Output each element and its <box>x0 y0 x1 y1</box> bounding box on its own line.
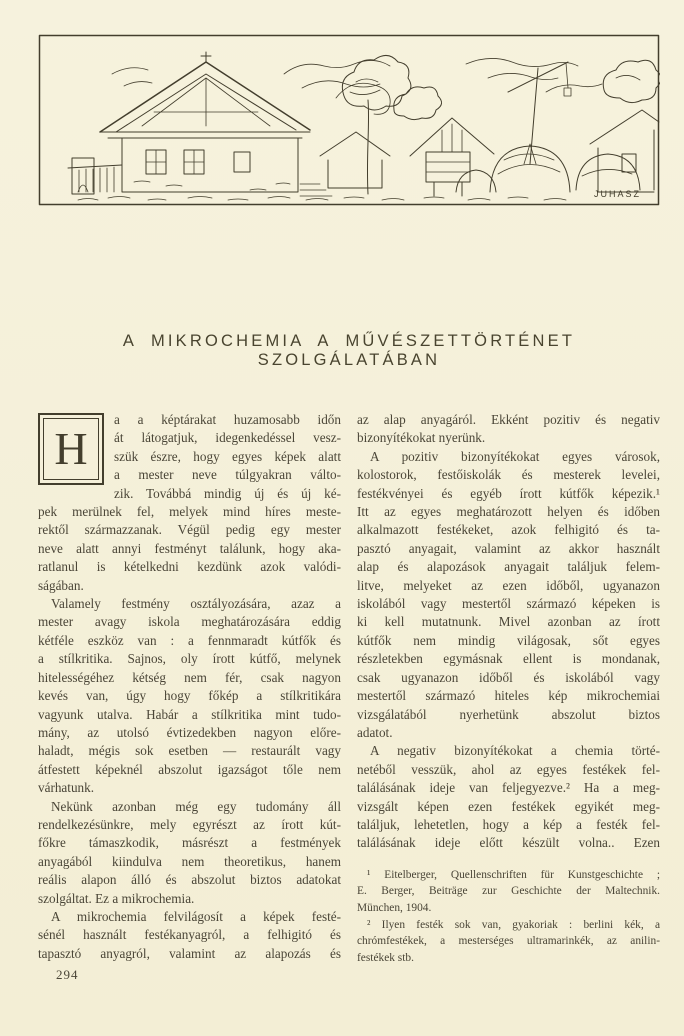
text-line: zik. Továbbá mindig új és új ké- <box>114 485 341 501</box>
page-number: 294 <box>56 967 79 983</box>
paragraph <box>38 908 341 963</box>
text-line: Valamely festmény osztályozására, azaz a <box>51 596 341 612</box>
text-line: az alap anyagáról. Ekként pozitiv és negativ <box>357 412 660 427</box>
column-left <box>38 411 341 985</box>
text-line: találjuk, lehetetlen, hogy a kép a festék fel- <box>357 816 660 832</box>
ground-strokes <box>78 181 566 200</box>
text-line: mestertől származó hiteles kép mikrochemiai <box>357 688 660 704</box>
text-line: netéből vesszük, ahol az egyes festékek fel- <box>357 761 660 777</box>
village-illustration <box>38 34 660 206</box>
text-line: Itt az egyes meghatározott helyen és időben <box>357 504 660 520</box>
text-line: szolgáltat. Ez a mikrochemia. <box>38 890 195 906</box>
text-line: rendelkezésünkre, mely egyrészt az írott kút- <box>38 816 341 832</box>
text-line: főkre támaszkodik, másrészt a festmények <box>38 835 341 851</box>
text-line: ratlanul is kételkedni kezdünk azok valódi- <box>38 559 341 575</box>
paragraph <box>38 411 341 595</box>
text-line: kolostorok, festőiskolák és mesterek levelei, <box>357 467 660 483</box>
text-line: ki kell mutatnunk. Mivel azonban az írott <box>357 614 660 630</box>
text-line: vizsgálatából nyerhetünk abszolut biztos <box>357 706 660 722</box>
footnote <box>357 917 660 967</box>
text-line: festékvényei és egyéb írott kútfők képezik.¹ <box>357 485 660 501</box>
center-trees <box>342 55 441 194</box>
paragraph <box>38 798 341 908</box>
text-line: vagyunk utalva. Habár a stílkritika mint tudo- <box>38 706 341 722</box>
illustration-frame <box>40 36 659 205</box>
footnotes <box>357 867 660 967</box>
text-line: alap és alapozások anyagait találjuk felem- <box>357 559 660 575</box>
text-line: a mester neve túlgyakran válto- <box>114 467 341 483</box>
text-line: E. Berger, Beiträge zur Geschichte der Maltechnik. <box>357 885 660 898</box>
text-line: várhatunk. <box>38 780 95 796</box>
text-line: ságában. <box>38 577 84 593</box>
footnote <box>357 867 660 917</box>
text-line: találásának ideje előtt készült volna.. Ezen <box>357 835 660 851</box>
paragraph <box>38 595 341 797</box>
text-line: találásának ideje van feljegyezve.² Ha a meg- <box>357 780 660 796</box>
text-line: chrómfestékek, a mesterséges ultramarinkék, az anilin- <box>357 935 660 948</box>
drop-cap-inner-frame <box>43 418 99 480</box>
article-title: A MIKROCHEMIA A MŰVÉSZETTÖRTÉNET SZOLGÁLATÁBAN <box>122 332 576 369</box>
text-line: pek merülnek fel, melyek mind híres meste- <box>38 504 341 520</box>
text-line: ² Ilyen festék sok van, gyakoriak : berlini kék, a <box>367 918 660 931</box>
text-line: A negativ bizonyítékokat a chemia törté- <box>370 743 660 759</box>
text-line: sénél használt festékanyagról, a felhigitó és <box>38 927 341 943</box>
text-line: pasztó anyagait, valamint az akkor használt <box>357 540 660 556</box>
text-line: mány, az utolsó évtizedekben nagyon előre- <box>38 724 341 740</box>
text-line: átfestett képeknél abszolut igazságot tőle nem <box>38 761 341 777</box>
artist-signature: JUHASZ <box>594 189 642 199</box>
well-sweep <box>508 62 571 164</box>
text-line: iskolából vagy mestertől származó képeken is <box>357 596 660 612</box>
text-line: hitelességéhez kétség nem fér, csak nagyon <box>38 669 341 685</box>
text-line: a a képtárakat huzamosabb időn <box>114 412 341 427</box>
text-line: át látogatjuk, idegenkedéssel vesz- <box>114 430 341 446</box>
text-line: neve alatt annyi festményt találunk, hogy aka- <box>38 540 341 556</box>
text-line: vizsgált képen ezen festékek egyikét meg- <box>357 798 660 814</box>
text-line: a stílkritika. Sajnos, oly írott kútfő, melynek <box>38 651 341 667</box>
text-line: kétféle eszköz van : a fennmaradt kútfők és <box>38 632 341 648</box>
drop-cap-letter: H <box>54 423 88 474</box>
text-columns <box>38 411 660 985</box>
text-line: Nekünk azonban még egy tudomány áll <box>51 798 341 814</box>
text-line: anyagából kiindulva nem theoretikus, hanem <box>38 853 341 869</box>
text-line: München, 1904. <box>357 901 432 914</box>
text-line: reális alapon álló és abszolut biztos adatokat <box>38 872 341 888</box>
paragraph <box>357 411 660 448</box>
text-line: bizonyítékokat nyerünk. <box>357 430 486 446</box>
left-farmhouse <box>100 52 332 196</box>
text-line: alkalmazott festékeket, azok felhigitó és ta- <box>357 522 660 538</box>
text-line: csak ugyanazon időből és iskolából vagy <box>357 669 660 685</box>
drop-cap-box <box>38 413 104 485</box>
text-line: részletekben egymásnak ellent is mondanak, <box>357 651 660 667</box>
text-line: kevés van, úgy hogy főkép a stílkritikára <box>38 688 341 704</box>
text-line: litve, melyeket az ezen időből, ugyanazon <box>357 577 660 593</box>
text-line: A pozitiv bizonyítékokat egyes városok, <box>370 448 660 464</box>
text-line: A mikrochemia felvilágosít a képek festé- <box>51 908 341 924</box>
text-line: ¹ Eitelberger, Quellenschriften für Kunstgeschichte ; <box>367 868 660 881</box>
haystacks <box>456 146 640 192</box>
text-line: szük észre, hogy egyes képek alatt <box>114 448 341 464</box>
text-line: festékek stb. <box>357 951 414 964</box>
text-line: mester avagy iskola meghatározására eddig <box>38 614 341 630</box>
column-right <box>357 411 660 985</box>
text-line: haladt, mégis sok esetben — restaurált vagy <box>38 743 341 759</box>
text-line: adatot. <box>357 724 393 740</box>
right-house-and-tree <box>590 60 660 192</box>
text-line: kútfők nem mindig világosak, sőt egyes <box>357 632 660 648</box>
text-line: tapasztó anyagról, valamint az alapozás és <box>38 945 341 961</box>
middle-huts <box>320 118 494 196</box>
paragraph <box>357 448 660 743</box>
fence-and-gate <box>68 158 122 194</box>
paragraph <box>357 742 660 852</box>
text-line: rektől származzanak. Végül pedig egy mester <box>38 522 341 538</box>
